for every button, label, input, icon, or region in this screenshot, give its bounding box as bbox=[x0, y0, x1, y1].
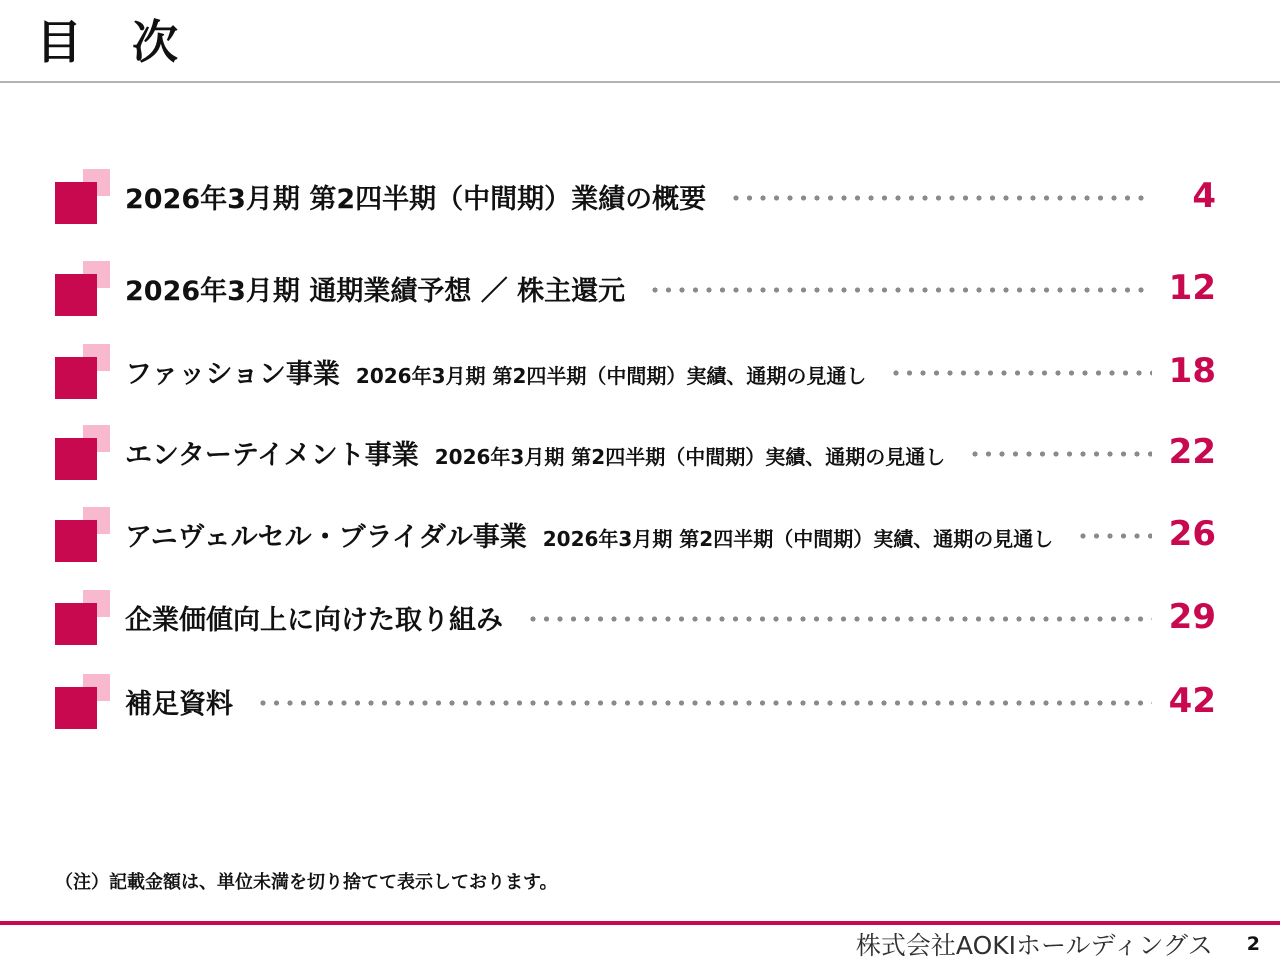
toc-item-5 bbox=[55, 499, 1216, 569]
toc-item-4 bbox=[55, 417, 1216, 487]
slide-page-number: 2 bbox=[1246, 933, 1260, 955]
slide-footer bbox=[0, 928, 1260, 960]
dotted-leader bbox=[257, 697, 1152, 709]
square-bullet-icon bbox=[55, 590, 110, 645]
dotted-leader bbox=[969, 448, 1152, 460]
square-bullet-icon bbox=[55, 425, 110, 480]
toc-item-title: ファッション事業 bbox=[125, 358, 340, 390]
dotted-leader bbox=[890, 367, 1152, 379]
footnote: （注）記載金額は、単位未満を切り捨てて表示しております。 bbox=[55, 872, 558, 893]
square-bullet-icon bbox=[55, 674, 110, 729]
toc-item-title: 2026年3月期 通期業績予想 ／ 株主還元 bbox=[125, 275, 626, 307]
toc-item-7 bbox=[55, 666, 1216, 736]
dotted-leader bbox=[1077, 530, 1152, 542]
toc-page-number: 42 bbox=[1168, 681, 1216, 721]
toc-item-subtitle: 2026年3月期 第2四半期（中間期）実績、通期の見通し bbox=[434, 444, 946, 469]
toc-item-1 bbox=[55, 161, 1216, 231]
page-title: 目 次 bbox=[36, 15, 180, 69]
square-bullet-icon bbox=[55, 169, 110, 224]
square-bullet-icon bbox=[55, 261, 110, 316]
toc-item-title: 企業価値向上に向けた取り組み bbox=[125, 604, 503, 636]
company-name: 株式会社AOKIホールディングス bbox=[855, 931, 1213, 960]
toc-item-title: エンターテイメント事業 bbox=[125, 439, 419, 471]
square-bullet-icon bbox=[55, 507, 110, 562]
toc-page-number: 29 bbox=[1168, 597, 1216, 637]
toc-page-number: 22 bbox=[1168, 432, 1216, 472]
footer-accent-rule bbox=[0, 921, 1280, 925]
toc-page-number: 18 bbox=[1168, 351, 1216, 391]
toc-item-subtitle: 2026年3月期 第2四半期（中間期）実績、通期の見通し bbox=[355, 363, 867, 388]
toc-item-2 bbox=[55, 253, 1216, 323]
dotted-leader bbox=[527, 613, 1152, 625]
toc-page-number: 26 bbox=[1168, 514, 1216, 554]
toc-item-title: 補足資料 bbox=[125, 688, 233, 720]
dotted-leader bbox=[730, 192, 1152, 204]
square-bullet-icon bbox=[55, 344, 110, 399]
toc-item-subtitle: 2026年3月期 第2四半期（中間期）実績、通期の見通し bbox=[542, 526, 1054, 551]
toc-item-title: 2026年3月期 第2四半期（中間期）業績の概要 bbox=[125, 183, 707, 215]
toc-item-title: アニヴェルセル・ブライダル事業 bbox=[125, 521, 527, 553]
dotted-leader bbox=[649, 284, 1152, 296]
toc-item-6 bbox=[55, 582, 1216, 652]
table-of-contents bbox=[55, 0, 1216, 960]
toc-page-number: 12 bbox=[1168, 268, 1216, 308]
toc-item-3 bbox=[55, 336, 1216, 406]
toc-page-number: 4 bbox=[1192, 176, 1216, 216]
